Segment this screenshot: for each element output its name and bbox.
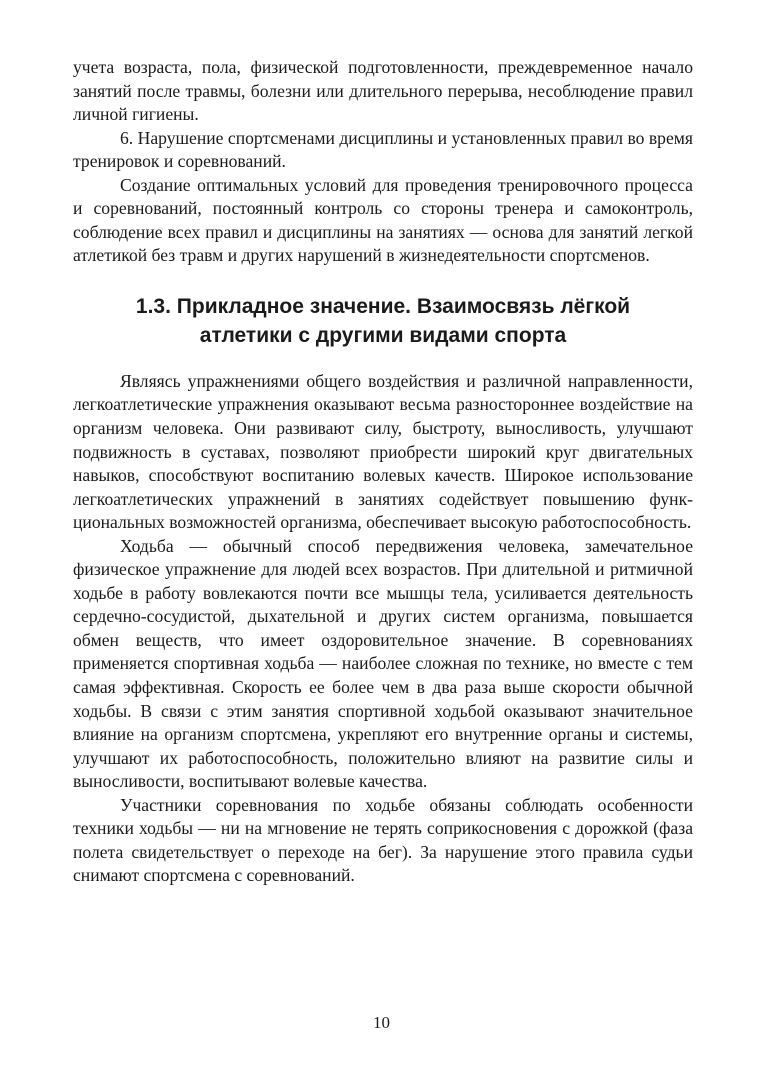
paragraph-continuation: учета возраста, пола, физической подготовленности, преждевременное начало занятий после травмы, болезни или длительного перерыва, несоблюдение правил личной гигиены. [73,57,693,125]
paragraph-discipline-violation: 6. Нарушение спортсменами дисциплины и установленных правил во время тренировок и соревнований. [73,127,693,172]
page-number: 10 [373,1013,390,1032]
paragraph-optimal-conditions: Создание оптимальных условий для проведения тренировочного процесса и соревнований, постоянный контроль со стороны тренера и самоконтроль, соблюдение всех правил и дисциплины на занятиях — основа для занятий легкой атлетикой без травм и других нарушений в жизнедеятельности спортсменов. [73,174,693,266]
paragraph-general-impact: Являясь упражнениями общего воздействия и различной направленности, легкоатлетические упражнения оказывают весьма разностороннее воздействие на организм человека. Они развивают силу, быстроту, выносливость, улучшают подвижность в суставах, позволяют приобрести широкий круг двигательных навыков, способствуют воспитанию волевых качеств. Широкое использование легкоатлетических упражнений в занятиях содействует повышению функциональных возможностей организма, обеспечивает высокую работоспособность. [73,370,693,533]
page-content [73,56,693,888]
paragraph-walking: Ходьба — обычный способ передвижения человека, замечательное физическое упражнение для людей всех возрастов. При длительной и ритмичной ходьбе в работу вовлекаются почти все мышцы тела, усиливается деятельность сердечно-сосудистой, дыхательной и других систем организма, повышается обмен веществ, что имеет оздоровительное значение. В соревнованиях применяется спортивная ходьба — наиболее сложная по технике, но вместе с тем самая эффективная. Скорость ее более чем в два раза выше скорости обычной ходьбы. В связи с этим занятия спортивной ходьбой оказывают значительное влияние на организм спортсмена, укрепляют его внутренние органы и системы, улучшают их работоспособность, положительно влияют на развитие силы и выносливости, воспитывают волевые качества. [73,535,693,792]
section-heading-line-1: 1.3. Прикладное значение. Взаимосвязь лёгкой [135,294,631,318]
section-heading-line-2: атлетики с другими видами спорта [199,323,567,347]
section-heading [73,292,693,350]
paragraph-walking-rules: Участники соревнования по ходьбе обязаны соблюдать особенности техники ходьбы — ни на мгновение не терять соприкосновения с дорожкой (фаза полета свидетельствует о переходе на бег). За нарушение этого правила судьи снимают спортсмена с соревнований. [73,794,693,886]
